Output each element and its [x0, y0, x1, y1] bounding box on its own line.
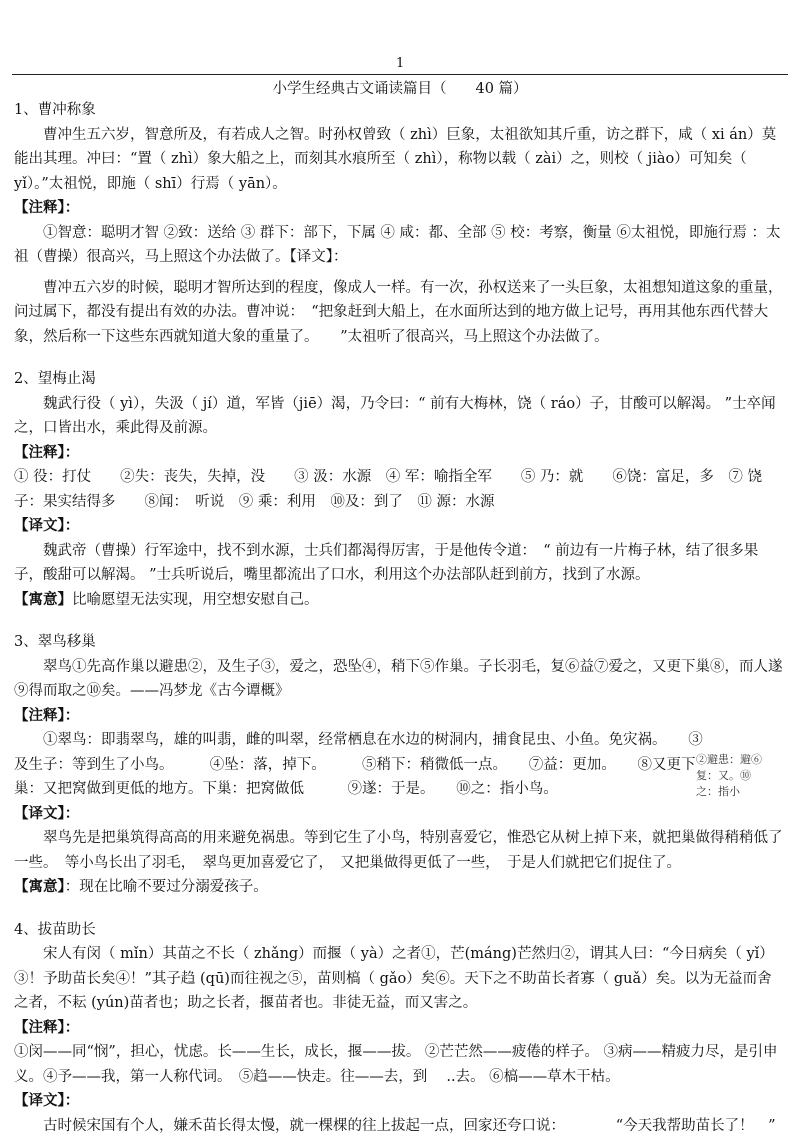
- moral-line: [14, 875, 786, 900]
- section-4: [14, 918, 786, 1138]
- section-text: 翠鸟①先高作巢以避患②，及生子③，爱之，恐坠④，稍下⑤作巢。子长羽毛，复⑥益⑦爱之，又更下巢⑧，而人遂⑨得而取之⑩矣。——冯梦龙《古今谭概》: [14, 655, 786, 704]
- moral-text: ：现在比喻不要过分溺爱孩子。: [65, 879, 268, 895]
- translation-label: 【译文】：: [14, 1089, 786, 1114]
- translation-text: 古时候宋国有个人，嫌禾苗长得太慢，就一棵棵的往上拔起一点，回家还夸口说： “今天我帮助苗长了！ ”: [14, 1114, 786, 1138]
- notes-label: 【注释】：: [14, 1016, 786, 1041]
- page-number: 1: [396, 56, 404, 71]
- section-title: 4、拔苗助长: [14, 918, 786, 943]
- notes-label: 【注释】：: [14, 704, 786, 729]
- section-title: 1、曹冲称象: [14, 98, 786, 123]
- section-3: [14, 630, 786, 900]
- notes-text: ①智意：聪明才智 ②致：送给 ③ 群下：部下，下属 ④ 咸：都、全部 ⑤ 校：考察，衡量 ⑥太祖悦，即施行焉 ：太祖（曹操）很高兴，马上照这个办法做了。【译文】：: [14, 221, 786, 270]
- moral-label: 【寓意】: [14, 878, 65, 895]
- margin-note: ②避患：避⑥复：又。⑩之：指小: [696, 752, 766, 800]
- translation-text: 翠鸟先是把巢筑得高高的用来避免祸患。等到它生了小鸟，特别喜爱它，惟恐它从树上掉下来，就把巢做得稍稍低了一些。 等小鸟长出了羽毛， 翠鸟更加喜爱它了， 又把巢做得更低了一些， 于是人们就把它们捉住了。: [14, 826, 786, 875]
- section-1: [14, 98, 786, 349]
- notes-text: ① 役：打仗 ②失：丧失，失掉，没 ③ 汲：水源 ④ 军：喻指全军 ⑤ 乃：就 ⑥饶：富足，多 ⑦ 饶子：果实结得多 ⑧闻： 听说 ⑨ 乘：利用 ⑩及：到了 ⑪ 源：水源: [14, 465, 786, 514]
- translation-label: 【译文】：: [14, 514, 786, 539]
- moral-text: 比喻愿望无法实现，用空想安慰自己。: [72, 592, 319, 608]
- translation-text: 魏武帝（曹操）行军途中，找不到水源，士兵们都渴得厉害，于是他传令道： “ 前边有一片梅子林，结了很多果子，酸甜可以解渴。 ”士兵听说后，嘴里都流出了口水，利用这个办法部队赶到前方，找到了水源。: [14, 539, 786, 588]
- moral-line: [14, 588, 786, 613]
- document-title: 小学生经典古文诵读篇目（ 40 篇）: [0, 77, 800, 98]
- section-title: 2、望梅止渴: [14, 367, 786, 392]
- section-text: 宋人有闵（ mǐn）其苗之不长（ zhǎng）而揠（ yà）之者①，芒(máng)芒然归②，谓其人曰：“今日病矣（ yǐ）③！予助苗长矣④！”其子趋 (qū)而往视之⑤，苗则槁（ gǎo）矣⑥。天下之不助苗长者寡（ guǎ）矣。以为无益而舍之者，不耘 (yún)苗者也；助之长者，揠苗者也。非徒无益，而又害之。: [14, 942, 786, 1016]
- notes-text: ①闵——同“悯”，担心，忧虑。长——生长，成长，揠——拔。 ②芒芒然——疲倦的样子。 ③病——精疲力尽，是引申义。④予——我，第一人称代词。 ⑤趋——快走。往——去，到 ..去。 ⑥槁——草木干枯。: [14, 1040, 786, 1089]
- moral-label: 【寓意】: [14, 591, 72, 608]
- notes-text: ①翠鸟：即翡翠鸟，雄的叫翡，雌的叫翠，经常栖息在水边的树洞内，捕食昆虫、小鱼。免灾祸。 ③及生子：等到生了小鸟。 ④坠：落，掉下。 ⑤稍下：稍微低一点。 ⑦益：更加。 ⑧又更下巢：又把窝做到更低的地方。下巢：把窝做低 ⑨遂：于是。 ⑩之：指小鸟。: [14, 728, 786, 802]
- header-rule: [12, 74, 788, 75]
- section-2: [14, 367, 786, 612]
- document-body: [14, 98, 786, 1138]
- notes-label: 【注释】：: [14, 196, 786, 221]
- translation-text: 曹冲五六岁的时候，聪明才智所达到的程度，像成人一样。有一次，孙权送来了一头巨象，太祖想知道这象的重量，问过属下，都没有提出有效的办法。曹冲说： “把象赶到大船上，在水面所达到的地方做上记号，再用其他东西代替大象，然后称一下这些东西就知道大象的重量了。 ”太祖听了很高兴，马上照这个办法做了。: [14, 276, 786, 350]
- section-text: 曹冲生五六岁，智意所及，有若成人之智。时孙权曾致（ zhì）巨象，太祖欲知其斤重，访之群下，咸（ xi án）莫能出其理。冲曰：“置（ zhì）象大船之上，而刻其水痕所至（ zhì），称物以载（ zài）之，则校（ jiào）可知矣（ yǐ）。”太祖悦，即施（ shī）行焉（ yān）。: [14, 123, 786, 197]
- section-title: 3、翠鸟移巢: [14, 630, 786, 655]
- notes-label: 【注释】：: [14, 441, 786, 466]
- section-text: 魏武行役（ yì），失汲（ jí）道，军皆（jiē）渴，乃令曰：“ 前有大梅林，饶（ ráo）子，甘酸可以解渴。 ”士卒闻之，口皆出水，乘此得及前源。: [14, 392, 786, 441]
- translation-label: 【译文】：: [14, 802, 786, 827]
